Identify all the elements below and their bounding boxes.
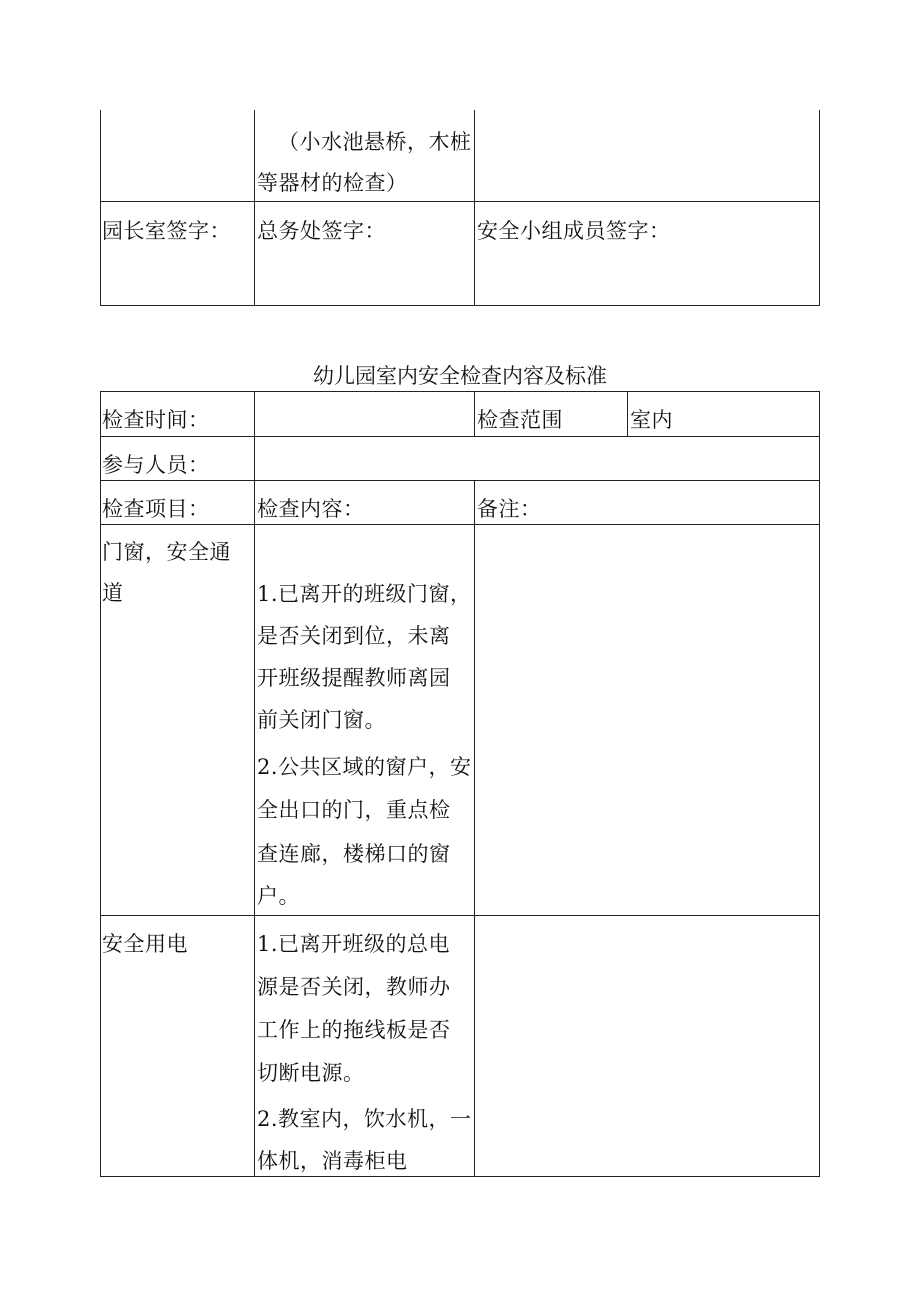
- check-scope-label: 检查范围: [477, 408, 563, 432]
- header-item: 检查项目：: [102, 497, 210, 521]
- participants-label: 参与人员：: [102, 453, 210, 477]
- row2-content-line: 工作上的拖线板是否: [257, 1018, 451, 1042]
- row1-item-line: 道: [102, 581, 124, 605]
- row1-content-line: 全出口的门，重点检: [257, 798, 451, 822]
- row1-content-line: 户。: [257, 884, 300, 908]
- row1-item-line: 门窗，安全通: [102, 540, 231, 564]
- header-remarks: 备注：: [477, 497, 542, 521]
- header-content: 检查内容：: [257, 497, 365, 521]
- row1-content-line: 1.已离开的班级门窗，: [257, 582, 472, 606]
- row2-content-line: 体机，消毒柜电: [257, 1149, 408, 1173]
- row2-content-line: 切断电源。: [257, 1061, 365, 1085]
- row2-content-line: 1.已离开班级的总电: [257, 932, 451, 956]
- general-affairs-signature-label: 总务处签字：: [257, 219, 386, 243]
- row2-content-line: 源是否关闭，教师办: [257, 975, 451, 999]
- check-time-label: 检查时间：: [102, 408, 210, 432]
- row1-content-line: 前关闭门窗。: [257, 708, 386, 732]
- row1-content-line: 开班级提醒教师离园: [257, 666, 451, 690]
- check-scope-value: 室内: [630, 408, 673, 432]
- row1-content-line: 2.公共区域的窗户，安: [257, 755, 472, 779]
- row1-content-line: 是否关闭到位，未离: [257, 624, 451, 648]
- row1-content-line: 查连廊，楼梯口的窗: [257, 842, 451, 866]
- page-title: 幼儿园室内安全检查内容及标准: [313, 364, 607, 388]
- row2-item-line: 安全用电: [102, 932, 188, 956]
- row2-content-line: 2.教室内，饮水机，一: [257, 1107, 472, 1131]
- equipment-check-line-1: （小水池悬桥，木桩: [278, 130, 472, 154]
- equipment-check-line-2: 等器材的检查）: [257, 171, 408, 195]
- safety-team-signature-label: 安全小组成员签字：: [477, 219, 671, 243]
- principal-signature-label: 园长室签字：: [102, 219, 231, 243]
